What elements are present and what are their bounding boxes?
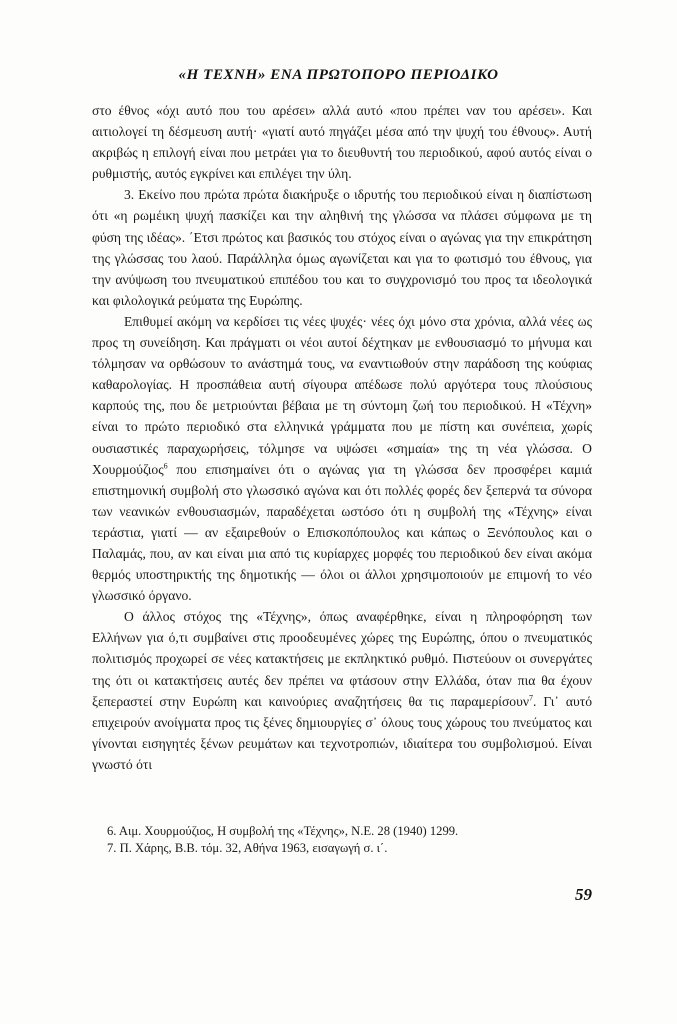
- paragraph-3: [92, 311, 592, 606]
- page-number: 59: [575, 885, 592, 904]
- paragraph-3-text-b: που επισημαίνει ότι ο αγώνας για τη γλώσσα δεν προσφέρει καμιά επιστημονική συμβολή στο γλωσσικό αγώνα και ότι πολλές φορές δεν ξεπερνά τα σύνορα των νεανικών ενθουσιασμών, παραδέχεται ωστόσο ότι η συμβολή της «Τέχνης» είναι τεράστια, γιατί — αν εξαιρεθούν ο Επισκοπόπουλος και κάπως ο Ξενόπουλος και ο Παλαμάς, που, αν και είναι μια από τις κυρίαρχες μορφές του περιοδικού δεν είναι ακόμα θερμός υποστηρικτής της δημοτικής — όλοι οι άλλοι χρησιμοποιούν με επιμονή το νέο γλωσσικό όργανο.: [92, 461, 592, 604]
- paragraph-2: 3. Εκείνο που πρώτα πρώτα διακήρυξε ο ιδρυτής του περιοδικού είναι η διαπίστωση ότι «η ρωμέικη ψυχή πασκίζει και την αληθινή της γλώσσα να πλάσει σύμφωνα με τη φύση της ιδέας». ΄Ετσι πρώτος και βασικός του στόχος είναι ο αγώνας για την επικράτηση της γλώσσας του λαού. Παράλληλα όμως αγωνίζεται και για το φωτισμό του έθνους, για την ανύψωση του πνευματικού επιπέδου του και το συγχρονισμό του προς τα ιδεολογικά και φιλολογικά ρεύματα της Ευρώπης.: [92, 187, 592, 308]
- paragraph-4-text-a: Ο άλλος στόχος της «Τέχνης», όπως αναφέρθηκε, είναι η πληροφόρηση των Ελλήνων για ό,τι συμβαίνει στις προοδευμένες χώρες της Ευρώπης, όπου ο πνευματικός πολιτισμός προχωρεί σε νέες κατακτήσεις με εκπληκτικό ρυθμό. Πιστεύουν οι συνεργάτες της ότι οι κατακτήσεις αυτές δεν πρέπει να φτάσουν στην Ελλάδα, όταν πια θα έχουν ξεπεραστεί στην Ευρώπη και καινούριες αναζητήσεις θα τις παραμερίσουν: [92, 609, 592, 709]
- footnote-ref-6: 6: [163, 461, 168, 471]
- body-text: [92, 100, 592, 775]
- footnote-7: 7. Π. Χάρης, Β.Β. τόμ. 32, Αθήνα 1963, εισαγωγή σ. ι΄.: [107, 841, 388, 855]
- paragraph-4-text-b: . Γι᾽ αυτό επιχειρούν ανοίγματα προς τις ξένες δημιουργίες σ᾽ όλους τους χώρους του πνεύματος και γίνονται εισηγητές ξένων ρευμάτων και τεχνοτροπιών, ιδιαίτερα του συμβολισμού. Είναι γνωστό ότι: [92, 693, 593, 772]
- footnotes: [107, 823, 587, 857]
- footnote-6: 6. Αιμ. Χουρμούζιος, Η συμβολή της «Τέχνης», Ν.Ε. 28 (1940) 1299.: [107, 824, 459, 838]
- paragraph-1: στο έθνος «όχι αυτό που του αρέσει» αλλά αυτό «που πρέπει ναν του αρέσει». Και αιτιολογεί τη δέσμευση αυτή· «γιατί αυτό πηγάζει μέσα από την ψυχή του έθνους». Αυτή ακριβώς η επιλογή είναι που μετράει για το διευθυντή του περιοδικού, αφού αυτός είναι ο ρυθμιστής, αυτός εγκρίνει και επιλέγει την ύλη.: [92, 103, 592, 182]
- paragraph-3-text-a: Επιθυμεί ακόμη να κερδίσει τις νέες ψυχές· νέες όχι μόνο στα χρόνια, αλλά νέες ως προς τη συνείδηση. Και πράγματι οι νέοι αυτοί δέχτηκαν με ενθουσιασμό το μήνυμα και τόλμησαν να ορθώσουν το ανάστημά τους, να εναντιωθούν στην παράδοση της κούφιας καθαρολογίας. Η προσπάθεια αυτή σίγουρα απέδωσε πολύ αργότερα τους πλούσιους καρπούς της, που δε μετριούνται βέβαια με τη σύντομη ζωή του περιοδικού. Η «Τέχνη» είναι το πρώτο περιοδικό στα ελληνικά γράμματα που με πίστη και συνέπεια, χωρίς ουσιαστικές παραχωρήσεις, τόλμησε να υψώσει «σημαία» της τη νέα γλώσσα. Ο Χουρμούζιος: [92, 313, 592, 477]
- paragraph-4: [92, 606, 592, 775]
- running-head: «Η ΤΕΧΝΗ» ΕΝΑ ΠΡΩΤΟΠΟΡΟ ΠΕΡΙΟΔΙΚΟ: [178, 67, 499, 83]
- footnote-ref-7: 7: [528, 693, 533, 703]
